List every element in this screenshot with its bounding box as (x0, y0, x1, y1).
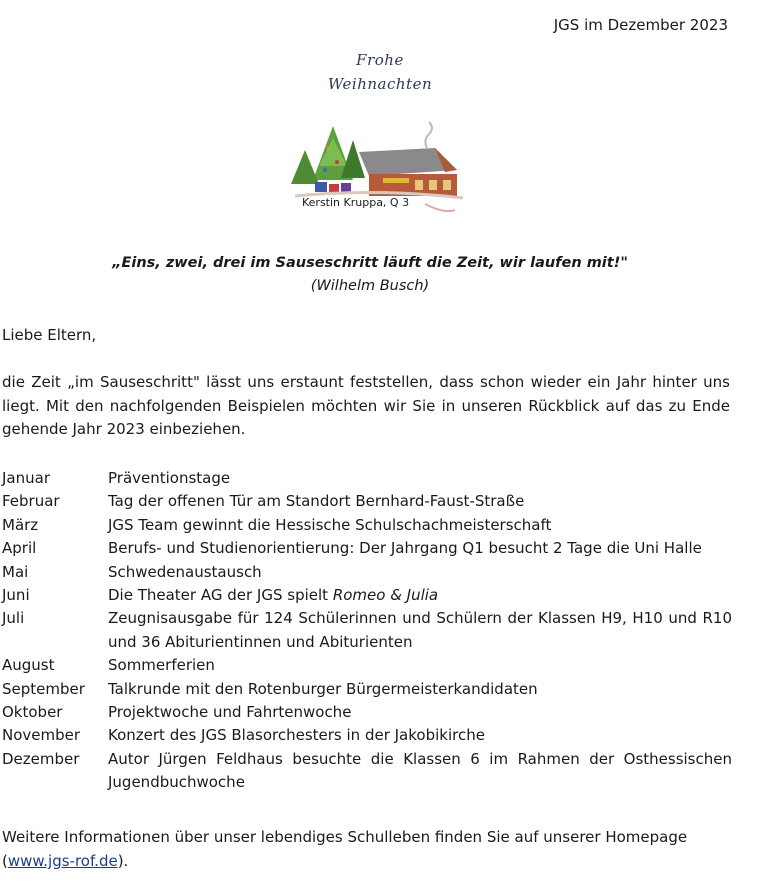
timeline-event: Konzert des JGS Blasorchesters in der Jakobikirche (108, 726, 485, 745)
letter-date: JGS im Dezember 2023 (553, 16, 728, 34)
timeline-event: Zeugnisausgabe für 124 Schülerinnen und Schülern der Klassen H9, H10 und R10 und 36 Abiturientinnen und Abiturienten (108, 609, 732, 651)
timeline-event: Projektwoche und Fahrtenwoche (108, 703, 352, 722)
timeline-event: Talkrunde mit den Rotenburger Bürgermeisterkandidaten (108, 679, 538, 698)
play-title: Romeo & Julia (332, 586, 439, 605)
closing-paragraph (2, 825, 732, 873)
timeline-event: Tag der offenen Tür am Standort Bernhard-Faust-Straße (108, 492, 525, 511)
timeline-row-may (2, 561, 732, 584)
timeline-month: August (2, 656, 55, 675)
timeline-month: Juni (2, 586, 30, 605)
link-close-paren: ). (117, 852, 129, 870)
link-open-paren: ( (2, 852, 8, 870)
timeline-row-march (2, 514, 732, 537)
timeline-row-september (2, 678, 732, 701)
year-review-list (2, 467, 732, 795)
timeline-month: März (2, 515, 39, 534)
timeline-event: Sommerferien (108, 656, 215, 675)
timeline-month: November (2, 726, 81, 745)
timeline-month: Dezember (2, 749, 80, 768)
letter-salutation: Liebe Eltern, (2, 326, 97, 344)
letter-intro-paragraph: die Zeit „im Sauseschritt" lässt uns erstaunt feststellen, dass schon wieder ein Jahr hinter uns liegt. Mit den nachfolgenden Beispielen möchten wir Sie in unseren Rückblick auf das zu Ende gehende Jahr 2023 einbeziehen. (2, 373, 730, 438)
greeting-line-2: Weihnachten (327, 75, 433, 93)
timeline-event (108, 584, 732, 607)
timeline-event: Präventionstage (108, 469, 231, 487)
timeline-month: Juli (2, 609, 25, 628)
timeline-month: Januar (2, 469, 50, 487)
timeline-row-april (2, 537, 732, 560)
christmas-greeting-handwriting (320, 48, 440, 96)
timeline-row-august (2, 654, 732, 677)
timeline-month: Februar (2, 492, 60, 511)
timeline-month: September (2, 679, 85, 698)
timeline-event: Berufs- und Studienorientierung: Der Jahrgang Q1 besucht 2 Tage die Uni Halle (108, 539, 702, 558)
drawing-credit: Kerstin Kruppa, Q 3 (302, 196, 410, 209)
timeline-event: Schwedenaustausch (108, 562, 262, 581)
timeline-row-january (2, 467, 732, 490)
homepage-link[interactable]: www.jgs-rof.de (7, 852, 118, 870)
timeline-row-october (2, 701, 732, 724)
quote-author: (Wilhelm Busch) (310, 278, 430, 294)
timeline-event: JGS Team gewinnt die Hessische Schulschachmeisterschaft (108, 515, 552, 534)
timeline-event: Autor Jürgen Feldhaus besuchte die Klassen 6 im Rahmen der Osthessischen Jugendbuchwoche (108, 749, 732, 792)
greeting-line-1: Frohe (356, 51, 404, 69)
timeline-month: Oktober (2, 703, 63, 722)
closing-text: Weitere Informationen über unser lebendiges Schulleben finden Sie auf unserer Homepage (2, 828, 688, 846)
timeline-row-february (2, 490, 732, 513)
timeline-month: Mai (2, 562, 29, 581)
timeline-event-text: Die Theater AG der JGS spielt (108, 586, 333, 605)
timeline-row-november (2, 724, 732, 747)
quote-text: „Eins, zwei, drei im Sauseschritt läuft die Zeit, wir laufen mit!" (112, 255, 628, 271)
timeline-row-july (2, 607, 732, 654)
timeline-row-december (2, 748, 732, 795)
timeline-row-june (2, 584, 732, 607)
timeline-month: April (2, 539, 37, 558)
